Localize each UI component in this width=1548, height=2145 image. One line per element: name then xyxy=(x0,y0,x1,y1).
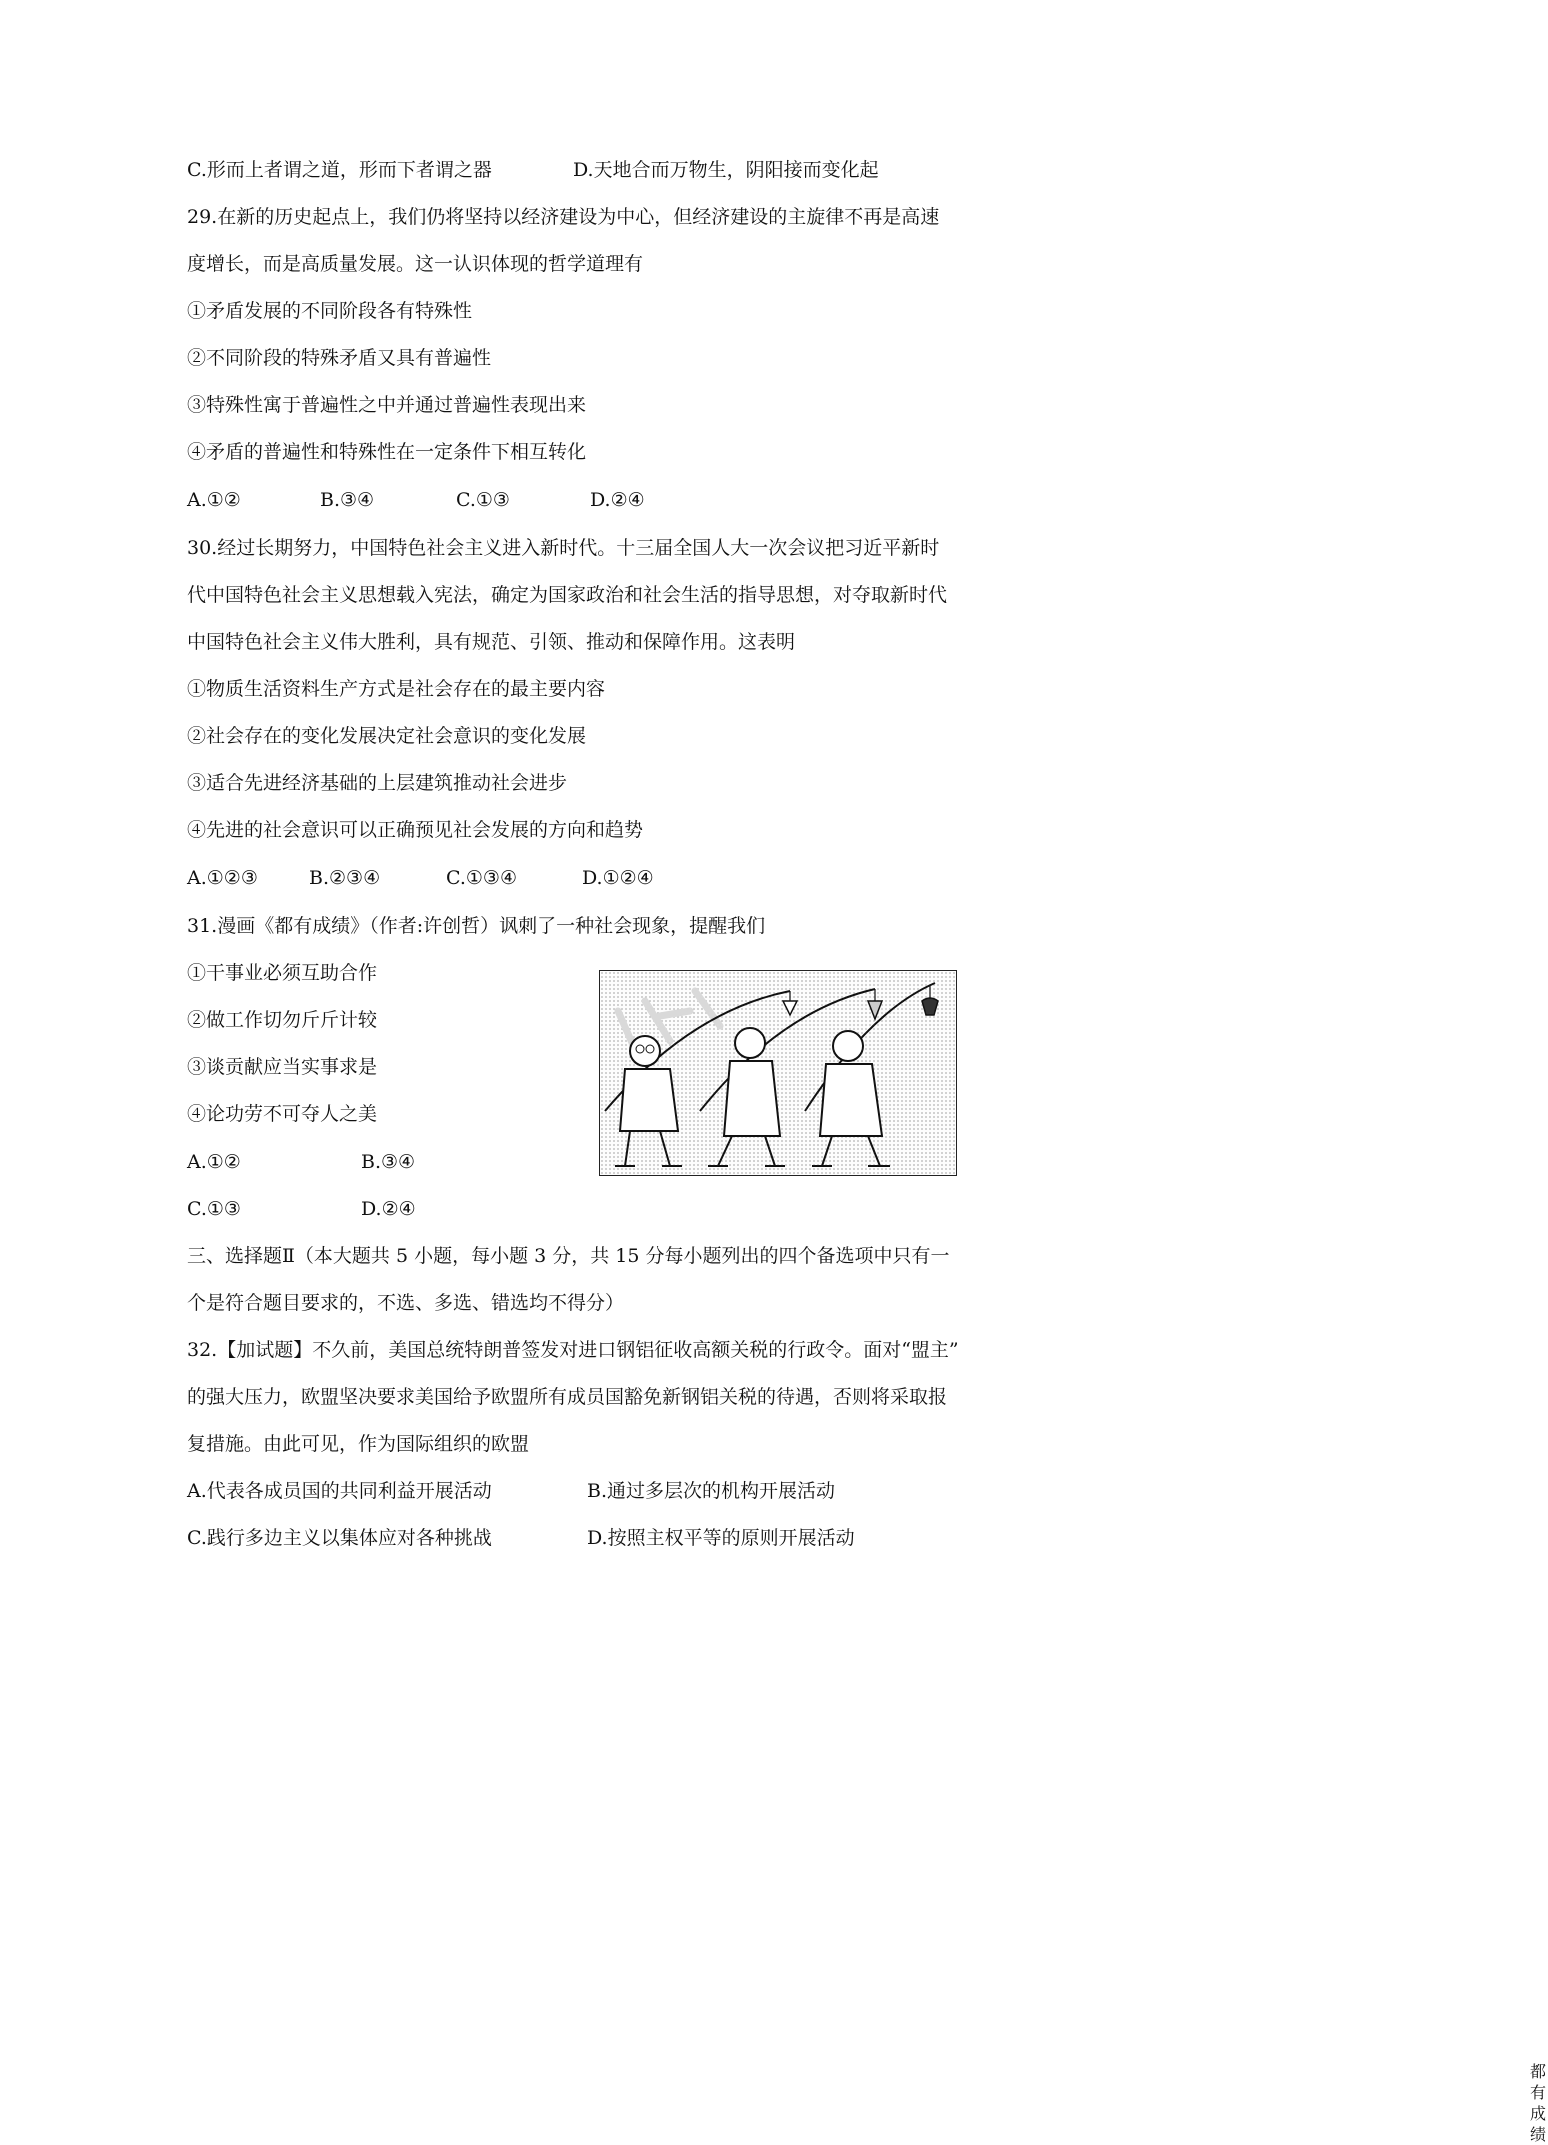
q30-option-a: A.①②③ xyxy=(187,867,258,889)
q30-stem-line-3: 中国特色社会主义伟大胜利，具有规范、引领、推动和保障作用。这表明 xyxy=(187,631,796,653)
q29-item-1: ①矛盾发展的不同阶段各有特殊性 xyxy=(187,300,473,322)
q29-item-3: ③特殊性寓于普遍性之中并通过普遍性表现出来 xyxy=(187,394,587,416)
q31-item-1: ①干事业必须互助合作 xyxy=(187,962,378,984)
cartoon-drawing xyxy=(600,971,958,1177)
q29-stem-line-1: 29.在新的历史起点上，我们仍将坚持以经济建设为中心，但经济建设的主旋律不再是高速 xyxy=(187,206,940,228)
q28-option-d: D.天地合而万物生，阴阳接而变化起 xyxy=(573,159,879,181)
q32-option-a: A.代表各成员国的共同利益开展活动 xyxy=(187,1480,492,1502)
q28-option-c: C.形而上者谓之道，形而下者谓之器 xyxy=(187,159,492,181)
q31-stem-line-1: 31.漫画《都有成绩》（作者:许创哲）讽刺了一种社会现象，提醒我们 xyxy=(187,915,766,937)
q30-stem-line-2: 代中国特色社会主义思想载入宪法，确定为国家政治和社会生活的指导思想，对夺取新时代 xyxy=(187,584,948,606)
section3-title-line-1: 三、选择题Ⅱ（本大题共 5 小题，每小题 3 分，共 15 分每小题列出的四个备选项中只有一 xyxy=(187,1245,950,1267)
q30-item-3: ③适合先进经济基础的上层建筑推动社会进步 xyxy=(187,772,568,794)
q29-item-2: ②不同阶段的特殊矛盾又具有普遍性 xyxy=(187,347,492,369)
figure-3 xyxy=(812,1031,890,1166)
q31-item-3: ③谈贡献应当实事求是 xyxy=(187,1056,378,1078)
q31-option-b: B.③④ xyxy=(361,1151,416,1173)
q32-option-d: D.按照主权平等的原则开展活动 xyxy=(587,1527,855,1549)
q30-option-d: D.①②④ xyxy=(582,867,654,889)
q29-item-4: ④矛盾的普遍性和特殊性在一定条件下相互转化 xyxy=(187,441,587,463)
hanging-net xyxy=(868,1001,882,1019)
q32-stem-line-1: 32.【加试题】不久前，美国总统特朗普签发对进口钢铝征收高额关税的行政令。面对“盟主” xyxy=(187,1339,959,1361)
q30-option-b: B.②③④ xyxy=(309,867,381,889)
hanging-bait xyxy=(783,1001,797,1015)
figure-1 xyxy=(615,1036,682,1166)
q31-option-d: D.②④ xyxy=(361,1198,416,1220)
q32-stem-line-2: 的强大压力，欧盟坚决要求美国给予欧盟所有成员国豁免新钢铝关税的待遇，否则将采取报 xyxy=(187,1386,948,1408)
q31-option-a: A.①② xyxy=(187,1151,241,1173)
q32-option-c: C.践行多边主义以集体应对各种挑战 xyxy=(187,1527,492,1549)
q30-item-4: ④先进的社会意识可以正确预见社会发展的方向和趋势 xyxy=(187,819,644,841)
q32-option-b: B.通过多层次的机构开展活动 xyxy=(587,1480,836,1502)
figure-2 xyxy=(708,1028,785,1166)
q29-option-b: B.③④ xyxy=(320,489,375,511)
cartoon-caption: 都有成绩 xyxy=(1529,2062,1546,2144)
q30-stem-line-1: 30.经过长期努力，中国特色社会主义进入新时代。十三届全国人大一次会议把习近平新时 xyxy=(187,537,940,559)
q31-option-c: C.①③ xyxy=(187,1198,241,1220)
q30-item-1: ①物质生活资料生产方式是社会存在的最主要内容 xyxy=(187,678,606,700)
q31-item-4: ④论功劳不可夺人之美 xyxy=(187,1103,378,1125)
q32-stem-line-3: 复措施。由此可见，作为国际组织的欧盟 xyxy=(187,1433,530,1455)
q29-option-c: C.①③ xyxy=(456,489,510,511)
hanging-fish xyxy=(922,998,938,1015)
q29-option-a: A.①② xyxy=(187,489,241,511)
q31-item-2: ②做工作切勿斤斤计较 xyxy=(187,1009,378,1031)
q29-option-d: D.②④ xyxy=(590,489,645,511)
q30-option-c: C.①③④ xyxy=(446,867,517,889)
section3-title-line-2: 个是符合题目要求的，不选、多选、错选均不得分） xyxy=(187,1292,625,1314)
q30-item-2: ②社会存在的变化发展决定社会意识的变化发展 xyxy=(187,725,587,747)
q29-stem-line-2: 度增长，而是高质量发展。这一认识体现的哲学道理有 xyxy=(187,253,644,275)
